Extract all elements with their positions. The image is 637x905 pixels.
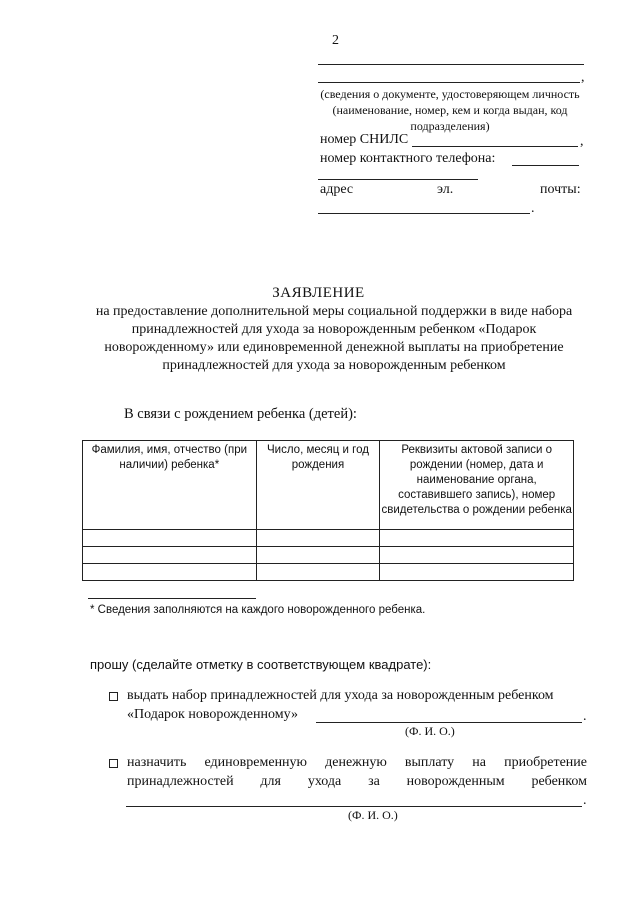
footnote-separator [88, 598, 256, 599]
period-mark: . [583, 793, 587, 808]
cell-child-name[interactable] [83, 530, 257, 547]
option-payment-checkbox[interactable] [109, 759, 118, 768]
document-subtitle: на предоставление дополнительной меры социальной поддержки в виде набора принадлежностей для ухода за новорожденным ребенком «Подарок новорожденному» или единовременной денежной выплаты на приобретение принадлежностей для ухода за новорожденным ребенком [95, 304, 573, 373]
snils-field[interactable] [412, 146, 578, 147]
snils-label: номер СНИЛС [320, 132, 409, 147]
word: на [472, 755, 487, 770]
cell-birth-date[interactable] [256, 547, 380, 564]
word: приобретение [504, 755, 587, 770]
cell-birth-record[interactable] [380, 530, 574, 547]
comma-mark: , [581, 70, 585, 85]
cell-child-name[interactable] [83, 564, 257, 581]
page-number: 2 [332, 33, 339, 48]
address-label: адрес [320, 182, 354, 197]
option-gift-set-fio-field[interactable] [316, 722, 582, 723]
cell-birth-date[interactable] [256, 564, 380, 581]
option-payment-text-line1 [127, 755, 587, 771]
table-row [83, 564, 574, 581]
header-birth-record: Реквизиты актовой записи о рождении (номер, дата и наименование органа, составившего запись), номер свидетельства о рождении ребенка [380, 441, 574, 530]
cell-birth-record[interactable] [380, 564, 574, 581]
children-table [82, 440, 574, 581]
word: для [260, 774, 281, 789]
comma-mark: , [580, 134, 584, 149]
option-payment-fio-field[interactable] [126, 806, 582, 807]
phone-label: номер контактного телефона: [320, 151, 496, 166]
period-mark: . [531, 201, 535, 216]
word: денежную [325, 755, 387, 770]
word: выплату [404, 755, 455, 770]
request-prompt: прошу (сделайте отметку в соответствующем квадрате): [90, 657, 432, 672]
option-payment-fio-caption: (Ф. И. О.) [348, 808, 398, 822]
word: ухода [307, 774, 342, 789]
option-gift-set-name: «Подарок новорожденному» [127, 707, 298, 722]
table-row [83, 547, 574, 564]
option-payment-text-line2 [127, 774, 587, 790]
address-mail-label: почты: [540, 182, 581, 197]
doc-field-line-2[interactable] [318, 82, 580, 83]
doc-field-line-1[interactable] [318, 64, 584, 65]
word: принадлежностей [127, 774, 234, 789]
option-gift-set-fio-caption: (Ф. И. О.) [405, 724, 455, 738]
phone-field-continuation[interactable] [318, 179, 478, 180]
word: единовременную [204, 755, 308, 770]
period-mark: . [583, 709, 587, 724]
table-header-row [83, 441, 574, 530]
cell-child-name[interactable] [83, 547, 257, 564]
intro-text: В связи с рождением ребенка (детей): [124, 406, 357, 422]
option-gift-set-checkbox[interactable] [109, 692, 118, 701]
phone-field[interactable] [512, 165, 579, 166]
table-row [83, 530, 574, 547]
word: ребенком [531, 774, 587, 789]
word: назначить [127, 755, 187, 770]
document-title: ЗАЯВЛЕНИЕ [272, 285, 365, 301]
footnote-text: * Сведения заполняются на каждого новорожденного ребенка. [90, 604, 426, 616]
doc-caption: (сведения о документе, удостоверяющем личность (наименование, номер, кем и когда выдан, код подразделения) [320, 87, 580, 133]
cell-birth-date[interactable] [256, 530, 380, 547]
cell-birth-record[interactable] [380, 547, 574, 564]
address-el-label: эл. [437, 182, 454, 197]
header-birth-date: Число, месяц и год рождения [256, 441, 380, 530]
option-gift-set-text: выдать набор принадлежностей для ухода за новорожденным ребенком [127, 688, 554, 703]
word: новорожденным [406, 774, 505, 789]
email-field[interactable] [318, 213, 530, 214]
header-child-name: Фамилия, имя, отчество (при наличии) ребенка* [83, 441, 257, 530]
word: за [368, 774, 380, 789]
